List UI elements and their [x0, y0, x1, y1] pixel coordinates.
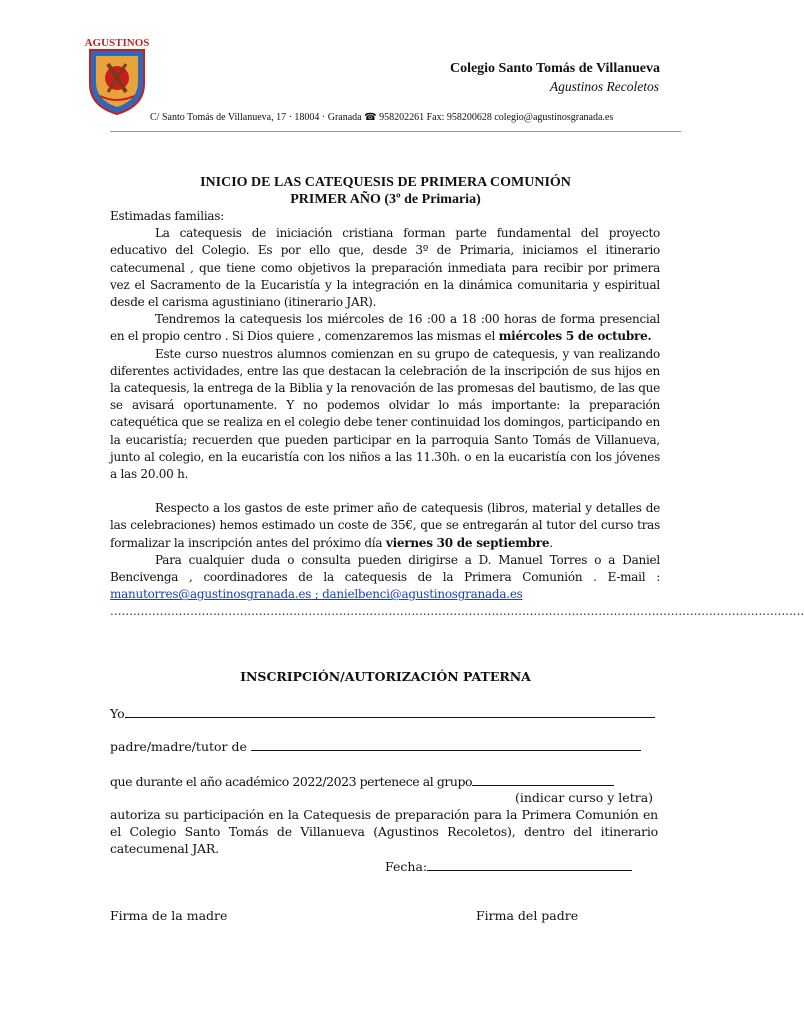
school-crest-logo — [82, 34, 152, 118]
group-blank[interactable] — [472, 773, 614, 786]
paragraph-activities: Este curso nuestros alumnos comienzan en su grupo de catequesis, y van realizando diferentes actividades, entre las que destacan la celebración de la inscripción de sus hijos en la catequesis, la entrega de la Biblia y la renovación de las promesas del bautismo, de las que se avisará oportunamente. Y no podemos olvidar lo más importante: la preparación catequética que se realiza en el colegio debe tener continuidad los domingos, participando en la eucaristía; recuerden que pueden participar en la parroquia Santo Tomás de Villanueva, junto al colegio, en la eucaristía con los niños a las 11.30h. o en la eucaristía con los jóvenes a las 20.00 h. — [110, 346, 660, 482]
costs-text: Respecto a los gastos de este primer año de catequesis (libros, material y detalles de las celebraciones) hemos estimado un coste de 35€, que se entregarán al tutor del curso tras formalizar la inscripción antes del próximo día — [110, 501, 660, 550]
tutor-label: padre/madre/tutor de — [110, 739, 251, 754]
costs-end: . — [549, 535, 553, 550]
school-subtitle: Agustinos Recoletos — [549, 79, 659, 94]
document-title: INICIO DE LAS CATEQUESIS DE PRIMERA COMUNIÓN — [200, 175, 571, 190]
child-name-blank[interactable] — [251, 738, 641, 751]
authorization-text: autoriza su participación en la Catequesis de preparación para la Primera Comunión en el Colegio Santo Tomás de Villanueva (Agustinos Recoletos), dentro del itinerario catecumenal JAR. — [110, 807, 658, 856]
email-link-manuel[interactable]: manutorres@agustinosgranada.es — [110, 587, 312, 602]
fecha-label: Fecha: — [385, 859, 428, 874]
form-row-yo — [110, 705, 655, 721]
group-hint: (indicar curso y letra) — [515, 790, 654, 805]
header-divider — [110, 131, 681, 132]
paragraph-contact — [110, 552, 660, 604]
letter-body — [110, 208, 804, 621]
group-label: que durante el año académico 2022/2023 pertenece al grupo — [110, 774, 473, 789]
email-separator: ; — [311, 587, 323, 602]
yo-label: Yo — [110, 706, 125, 721]
form-row-group — [110, 773, 614, 789]
school-address: C/ Santo Tomás de Villanueva, 17 · 18004 · Granada ☎ 958202261 Fax: 958200628 colegio@agustinosgranada.es — [150, 112, 614, 123]
start-date: miércoles 5 de octubre. — [498, 329, 652, 344]
document-subtitle: PRIMER AÑO (3º de Primaria) — [290, 192, 481, 207]
paragraph-costs — [110, 500, 660, 552]
greeting: Estimadas familias: — [110, 209, 225, 223]
email-link-daniel[interactable]: danielbenci@agustinosgranada.es — [322, 587, 523, 602]
paragraph-intro: La catequesis de iniciación cristiana forman parte fundamental del proyecto educativo del Colegio. Es por ello que, desde 3º de Primaria, iniciamos el itinerario catecumenal , que tiene como objetivos la preparación inmediata para recibir por primera vez el Sacramento de la Eucaristía y la integración en la dinámica comunitaria y espiritual desde el carisma agustiniano (itinerario JAR). — [110, 226, 660, 310]
payment-deadline: viernes 30 de septiembre — [385, 535, 550, 550]
signature-mother: Firma de la madre — [110, 908, 228, 923]
signature-father: Firma del padre — [476, 908, 579, 923]
cut-line: ...................................................................................................................................................................................... — [110, 604, 804, 619]
schedule-text: Tendremos la catequesis los miércoles de 16 :00 a 18 :00 horas de forma presencial en el propio centro . Si Dios quiere , comenzaremos las mismas el — [110, 312, 660, 344]
yo-blank[interactable] — [125, 705, 655, 718]
form-title: INSCRIPCIÓN/AUTORIZACIÓN PATERNA — [240, 669, 531, 684]
form-row-fecha — [385, 858, 632, 874]
school-name: Colegio Santo Tomás de Villanueva — [449, 61, 660, 76]
form-row-tutor — [110, 738, 641, 754]
crest-lettering: AGUSTINOS — [84, 37, 150, 49]
paragraph-gap — [110, 483, 660, 500]
paragraph-schedule — [110, 311, 660, 345]
fecha-blank[interactable] — [427, 858, 632, 871]
contact-text: Para cualquier duda o consulta pueden dirigirse a D. Manuel Torres o a Daniel Bencivenga , coordinadores de la catequesis de la Primera Comunión . E-mail : — [110, 552, 660, 585]
